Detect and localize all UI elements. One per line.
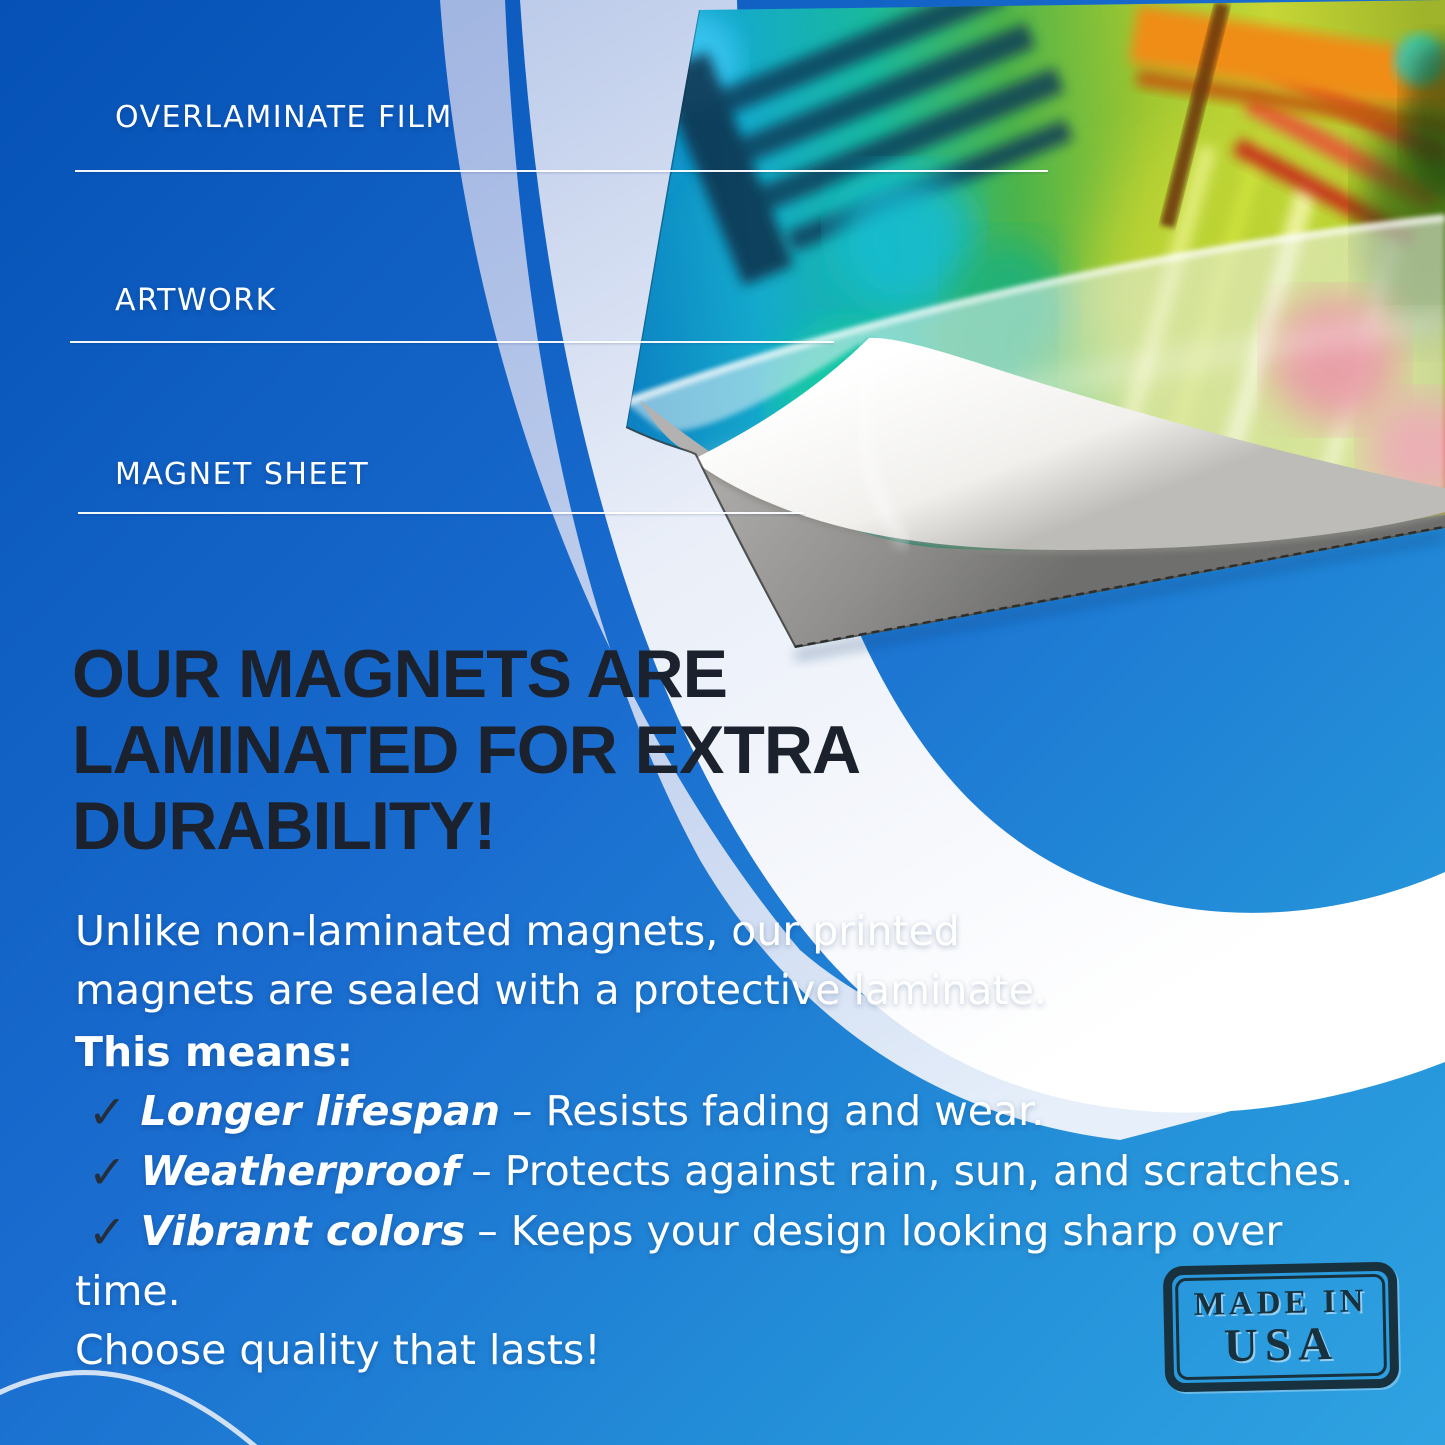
intro-line-1: Unlike non-laminated magnets, our printed	[75, 907, 960, 955]
check-icon: ✓	[88, 1205, 127, 1259]
stamp-text-usa: USA	[1223, 1317, 1340, 1373]
label-artwork: ARTWORK	[115, 283, 277, 318]
lead-in-text: This means:	[75, 1028, 354, 1076]
page-title-line-2: LAMINATED FOR EXTRA	[72, 712, 861, 788]
benefit-lead: Vibrant colors	[140, 1207, 466, 1255]
benefit-item-vibrant-colors	[75, 1202, 1415, 1262]
check-icon: ✓	[88, 1145, 127, 1199]
benefit-item-weatherproof	[75, 1142, 1415, 1202]
benefit-lead: Longer lifespan	[140, 1087, 501, 1135]
leader-line-artwork	[70, 341, 834, 343]
benefit-item-lifespan	[75, 1082, 1415, 1142]
label-overlaminate-film: OVERLAMINATE FILM	[115, 100, 453, 135]
intro-paragraph	[75, 902, 1415, 1020]
stamp-text-made-in: MADE IN	[1193, 1283, 1368, 1323]
page-title	[72, 636, 1052, 864]
benefit-text: – Protects against rain, sun, and scratches.	[471, 1147, 1354, 1195]
benefit-text: – Keeps your design looking sharp over	[477, 1207, 1283, 1255]
benefit-text: – Resists fading and wear.	[512, 1087, 1045, 1135]
leader-line-magnet-sheet	[78, 512, 804, 514]
made-in-usa-stamp-inner	[1175, 1274, 1387, 1380]
benefit-lead: Weatherproof	[140, 1147, 460, 1195]
closing-line: Choose quality that lasts!	[75, 1326, 601, 1374]
intro-line-2: magnets are sealed with a protective laminate.	[75, 966, 1047, 1014]
page-title-line-1: OUR MAGNETS ARE	[72, 636, 727, 712]
benefit-wrap-line: time.	[75, 1267, 181, 1315]
label-magnet-sheet: MAGNET SHEET	[115, 457, 370, 492]
leader-line-overlaminate-film	[75, 170, 1048, 172]
check-icon: ✓	[88, 1085, 127, 1139]
made-in-usa-stamp	[1163, 1262, 1400, 1393]
page-title-line-3: DURABILITY!	[72, 788, 496, 864]
